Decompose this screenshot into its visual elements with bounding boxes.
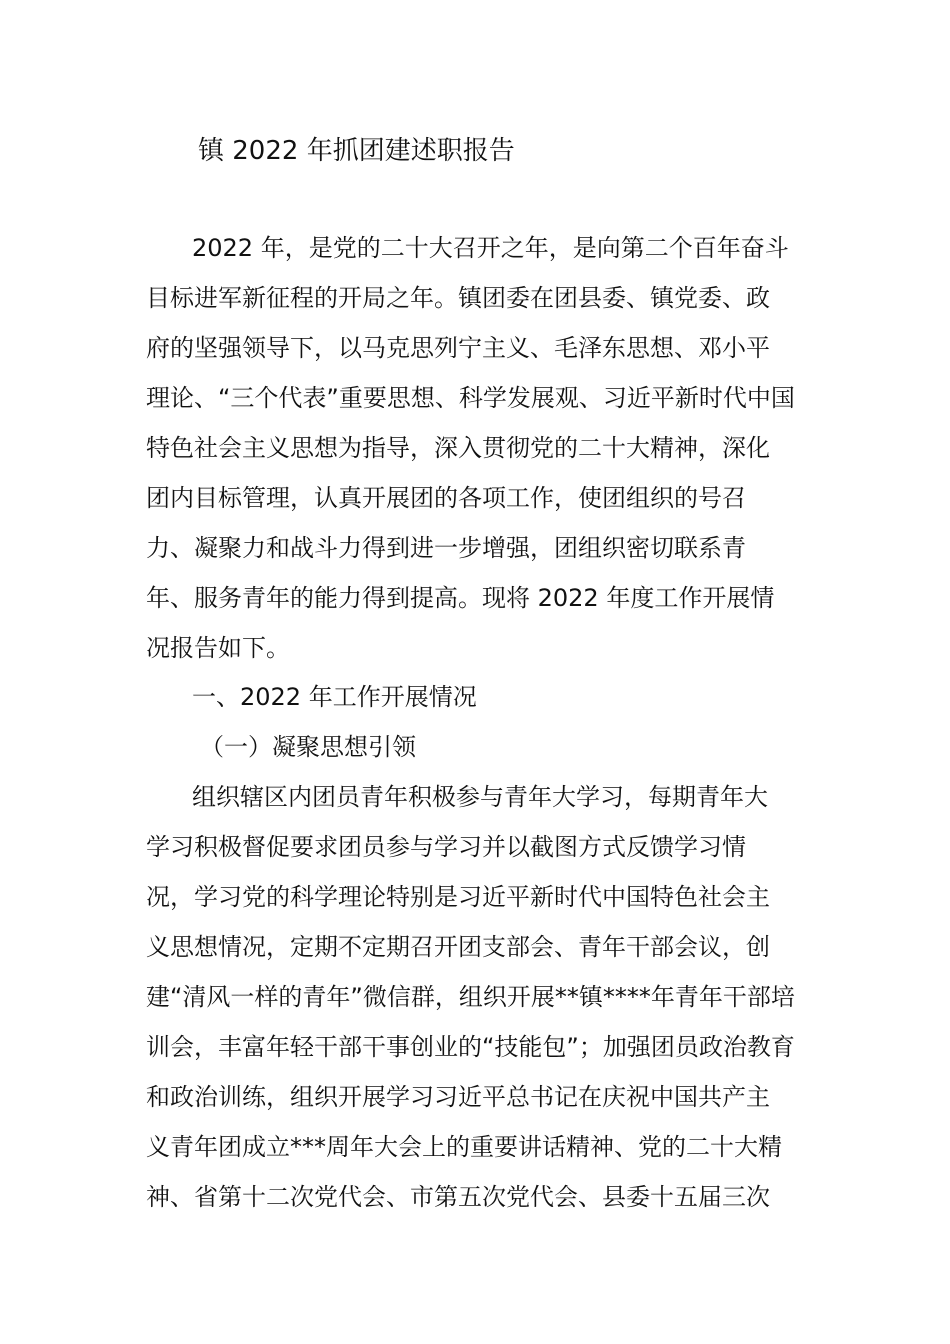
section-heading: 一、2022 年工作开展情况 bbox=[192, 683, 477, 711]
paragraph-line: 组织辖区内团员青年积极参与青年大学习，每期青年大 bbox=[192, 783, 768, 811]
paragraph-line: 2022 年，是党的二十大召开之年，是向第二个百年奋斗 bbox=[192, 234, 789, 262]
paragraph-line: 神、省第十二次党代会、市第五次党代会、县委十五届三次 bbox=[146, 1183, 770, 1211]
paragraph-line: 义青年团成立***周年大会上的重要讲话精神、党的二十大精 bbox=[146, 1133, 782, 1161]
document-title: 镇 2022 年抓团建述职报告 bbox=[198, 136, 515, 166]
paragraph-line: 和政治训练，组织开展学习习近平总书记在庆祝中国共产主 bbox=[146, 1083, 770, 1111]
paragraph-line: 府的坚强领导下，以马克思列宁主义、毛泽东思想、邓小平 bbox=[146, 334, 770, 362]
paragraph-line: 义思想情况，定期不定期召开团支部会、青年干部会议，创 bbox=[146, 933, 770, 961]
subsection-heading: （一）凝聚思想引领 bbox=[200, 733, 416, 761]
paragraph-line: 目标进军新征程的开局之年。镇团委在团县委、镇党委、政 bbox=[146, 284, 770, 312]
paragraph-line: 建“清风一样的青年”微信群，组织开展**镇****年青年干部培 bbox=[146, 983, 795, 1011]
paragraph-line: 理论、“三个代表”重要思想、科学发展观、习近平新时代中国 bbox=[146, 384, 795, 412]
paragraph-line: 况报告如下。 bbox=[146, 634, 290, 662]
paragraph-line: 训会，丰富年轻干部干事创业的“技能包”；加强团员政治教育 bbox=[146, 1033, 795, 1061]
paragraph-line: 力、凝聚力和战斗力得到进一步增强，团组织密切联系青 bbox=[146, 534, 746, 562]
paragraph-line: 年、服务青年的能力得到提高。现将 2022 年度工作开展情 bbox=[146, 584, 775, 612]
paragraph-line: 学习积极督促要求团员参与学习并以截图方式反馈学习情 bbox=[146, 833, 746, 861]
paragraph-line: 团内目标管理，认真开展团的各项工作，使团组织的号召 bbox=[146, 484, 746, 512]
paragraph-line: 特色社会主义思想为指导，深入贯彻党的二十大精神，深化 bbox=[146, 434, 770, 462]
paragraph-line: 况，学习党的科学理论特别是习近平新时代中国特色社会主 bbox=[146, 883, 770, 911]
